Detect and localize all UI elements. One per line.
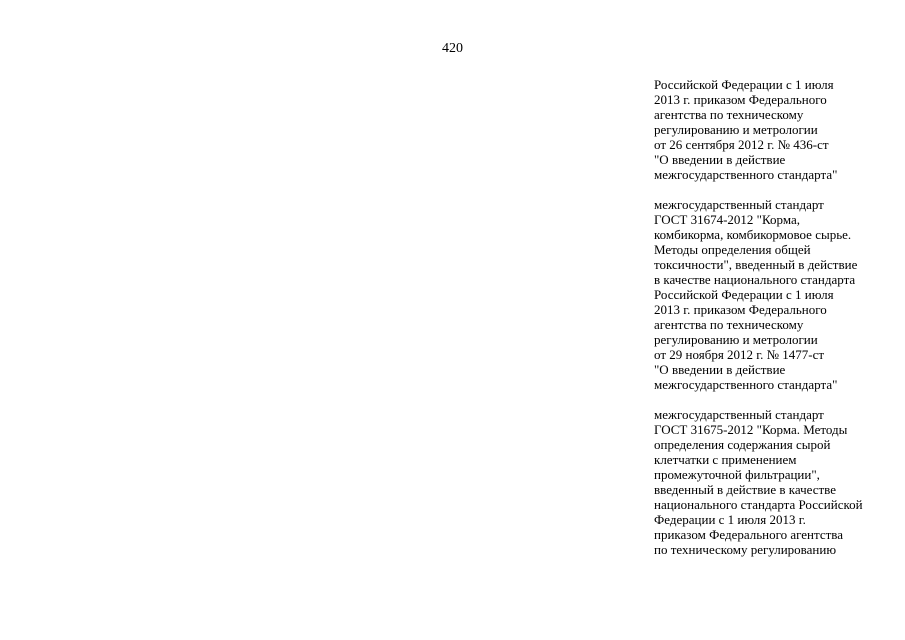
- text-line: агентства по техническому: [654, 107, 804, 122]
- text-line: Федерации с 1 июля 2013 г.: [654, 512, 806, 527]
- paragraph-3: [654, 407, 899, 557]
- text-line: "О введении в действие: [654, 362, 786, 377]
- text-line: межгосударственного стандарта": [654, 377, 838, 392]
- text-line: Российской Федерации с 1 июля: [654, 287, 834, 302]
- text-line: приказом Федерального агентства: [654, 527, 844, 542]
- page-number: 420: [442, 41, 463, 56]
- text-line: комбикорма, комбикормовое сырье.: [654, 227, 852, 242]
- text-line: в качестве национального стандарта: [654, 272, 856, 287]
- text-line: Методы определения общей: [654, 242, 811, 257]
- text-line: промежуточной фильтрации",: [654, 467, 820, 482]
- text-line: определения содержания сырой: [654, 437, 831, 452]
- text-line: 2013 г. приказом Федерального: [654, 302, 827, 317]
- text-line: ГОСТ 31674-2012 "Корма,: [654, 212, 800, 227]
- text-line: по техническому регулированию: [654, 542, 837, 557]
- text-line: от 26 сентября 2012 г. № 436-ст: [654, 137, 829, 152]
- text-line: агентства по техническому: [654, 317, 804, 332]
- text-line: регулированию и метрологии: [654, 122, 818, 137]
- text-line: токсичности", введенный в действие: [654, 257, 858, 272]
- text-line: клетчатки с применением: [654, 452, 797, 467]
- text-line: "О введении в действие: [654, 152, 786, 167]
- text-line: от 29 ноября 2012 г. № 1477-ст: [654, 347, 825, 362]
- text-line: регулированию и метрологии: [654, 332, 818, 347]
- text-line: введенный в действие в качестве: [654, 482, 837, 497]
- text-column: [654, 77, 899, 572]
- text-line: ГОСТ 31675-2012 "Корма. Методы: [654, 422, 848, 437]
- text-line: национального стандарта Российской: [654, 497, 863, 512]
- text-line: межгосударственный стандарт: [654, 197, 824, 212]
- text-line: межгосударственный стандарт: [654, 407, 824, 422]
- text-line: межгосударственного стандарта": [654, 167, 838, 182]
- paragraph-2: [654, 197, 899, 392]
- text-line: 2013 г. приказом Федерального: [654, 92, 827, 107]
- text-line: Российской Федерации с 1 июля: [654, 77, 834, 92]
- paragraph-1: [654, 77, 899, 182]
